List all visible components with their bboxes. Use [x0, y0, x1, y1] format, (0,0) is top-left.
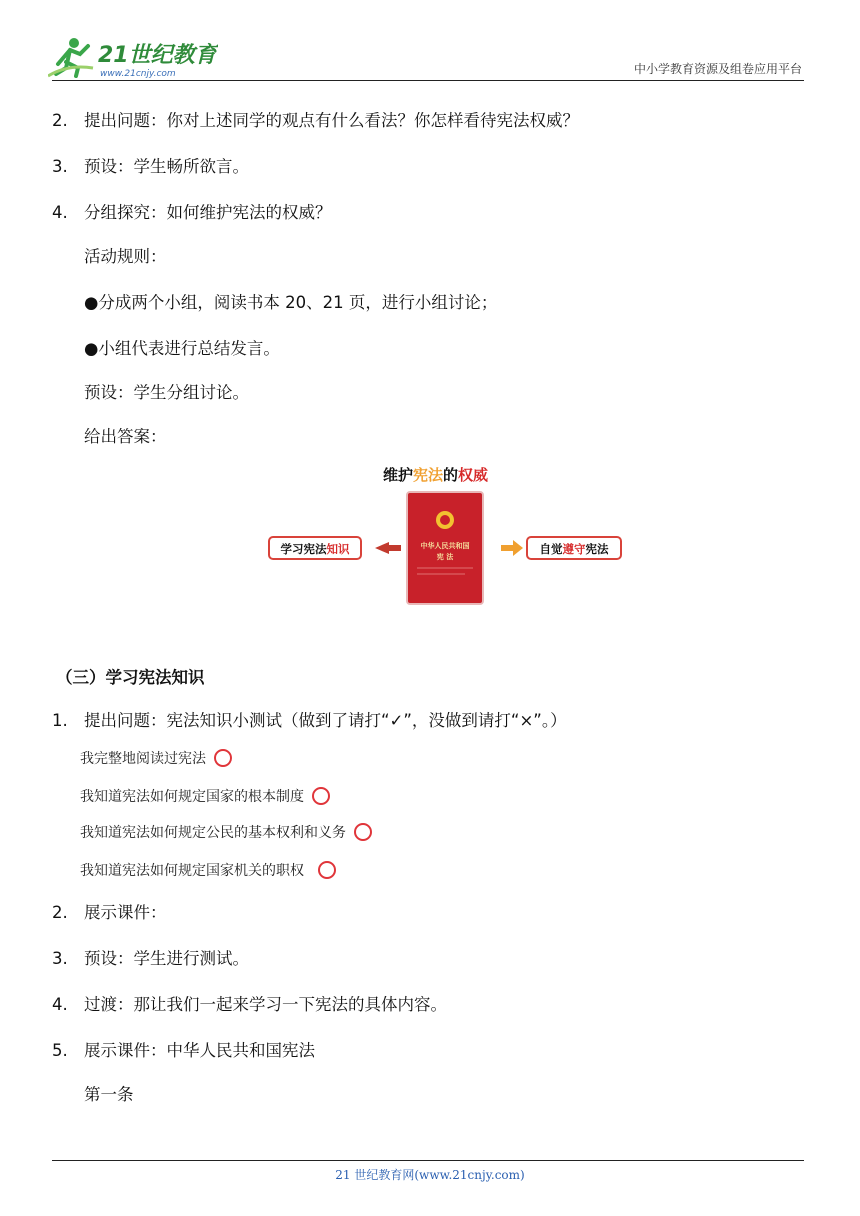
svg-text:自觉遵守宪法: 自觉遵守宪法	[539, 542, 609, 556]
svg-text:www.21cnjy.com: www.21cnjy.com	[100, 69, 176, 79]
answer-label: 给出答案：	[84, 427, 167, 446]
svg-text:宪 法: 宪 法	[436, 553, 454, 561]
item-number: 3.	[52, 949, 68, 968]
section-heading: （三）学习宪法知识	[56, 668, 205, 687]
quiz-item-text: 我完整地阅读过宪法	[80, 751, 206, 767]
item-text: 提出问题：你对上述同学的观点有什么看法？你怎样看待宪法权威？	[84, 111, 579, 130]
quiz-item-text: 我知道宪法如何规定国家的根本制度	[80, 789, 304, 805]
quiz-item	[80, 860, 336, 880]
footer-text[interactable]: 21 世纪教育网(www.21cnjy.com)	[335, 1168, 525, 1182]
rule-item: ●分成两个小组，阅读书本 20、21 页，进行小组讨论；	[84, 293, 498, 312]
header-tagline: 中小学教育资源及组卷应用平台	[633, 62, 802, 76]
item-number: 2.	[52, 111, 68, 130]
answer-circle-icon[interactable]	[312, 787, 330, 805]
learn-constitution-box	[269, 537, 361, 559]
article-label: 第一条	[84, 1085, 134, 1104]
item-text: 分组探究：如何维护宪法的权威？	[84, 203, 332, 222]
item-number: 2.	[52, 903, 68, 922]
quiz-item	[80, 786, 330, 806]
item-number: 1.	[52, 711, 68, 730]
item-text: 预设：学生进行测试。	[84, 949, 249, 968]
svg-text:中华人民共和国: 中华人民共和国	[420, 542, 470, 550]
obey-constitution-box	[527, 537, 621, 559]
svg-text:学习宪法知识: 学习宪法知识	[280, 542, 350, 556]
footer-divider	[52, 1160, 804, 1161]
preset-text: 预设：学生分组讨论。	[84, 383, 249, 402]
left-arrow-icon	[375, 542, 401, 554]
runner-icon	[48, 38, 93, 76]
item-text: 展示课件：中华人民共和国宪法	[84, 1041, 315, 1060]
header-divider	[52, 80, 804, 81]
right-arrow-icon	[501, 540, 523, 556]
answer-circle-icon[interactable]	[354, 823, 372, 841]
quiz-item-text: 我知道宪法如何规定公民的基本权利和义务	[80, 825, 346, 841]
constitution-authority-figure	[265, 460, 625, 610]
svg-text:21世纪教育: 21世纪教育	[98, 43, 217, 68]
item-text: 预设：学生畅所欲言。	[84, 157, 249, 176]
rule-item: ●小组代表进行总结发言。	[84, 339, 280, 358]
item-text: 过渡：那让我们一起来学习一下宪法的具体内容。	[84, 995, 447, 1014]
item-number: 4.	[52, 995, 68, 1014]
answer-circle-icon[interactable]	[318, 861, 336, 879]
item-number: 5.	[52, 1041, 68, 1060]
answer-circle-icon[interactable]	[214, 749, 232, 767]
quiz-item	[80, 748, 232, 768]
activity-rules-label: 活动规则：	[84, 247, 167, 266]
item-number: 4.	[52, 203, 68, 222]
item-text: 展示课件：	[84, 903, 167, 922]
site-logo	[48, 34, 218, 80]
quiz-item	[80, 822, 372, 842]
figure-title: 维护宪法的权威	[383, 466, 489, 484]
constitution-book	[407, 492, 483, 604]
quiz-item-text: 我知道宪法如何规定国家机关的职权	[80, 863, 304, 879]
item-text: 提出问题：宪法知识小测试（做到了请打“✓”，没做到请打“×”。）	[84, 711, 567, 730]
item-number: 3.	[52, 157, 68, 176]
